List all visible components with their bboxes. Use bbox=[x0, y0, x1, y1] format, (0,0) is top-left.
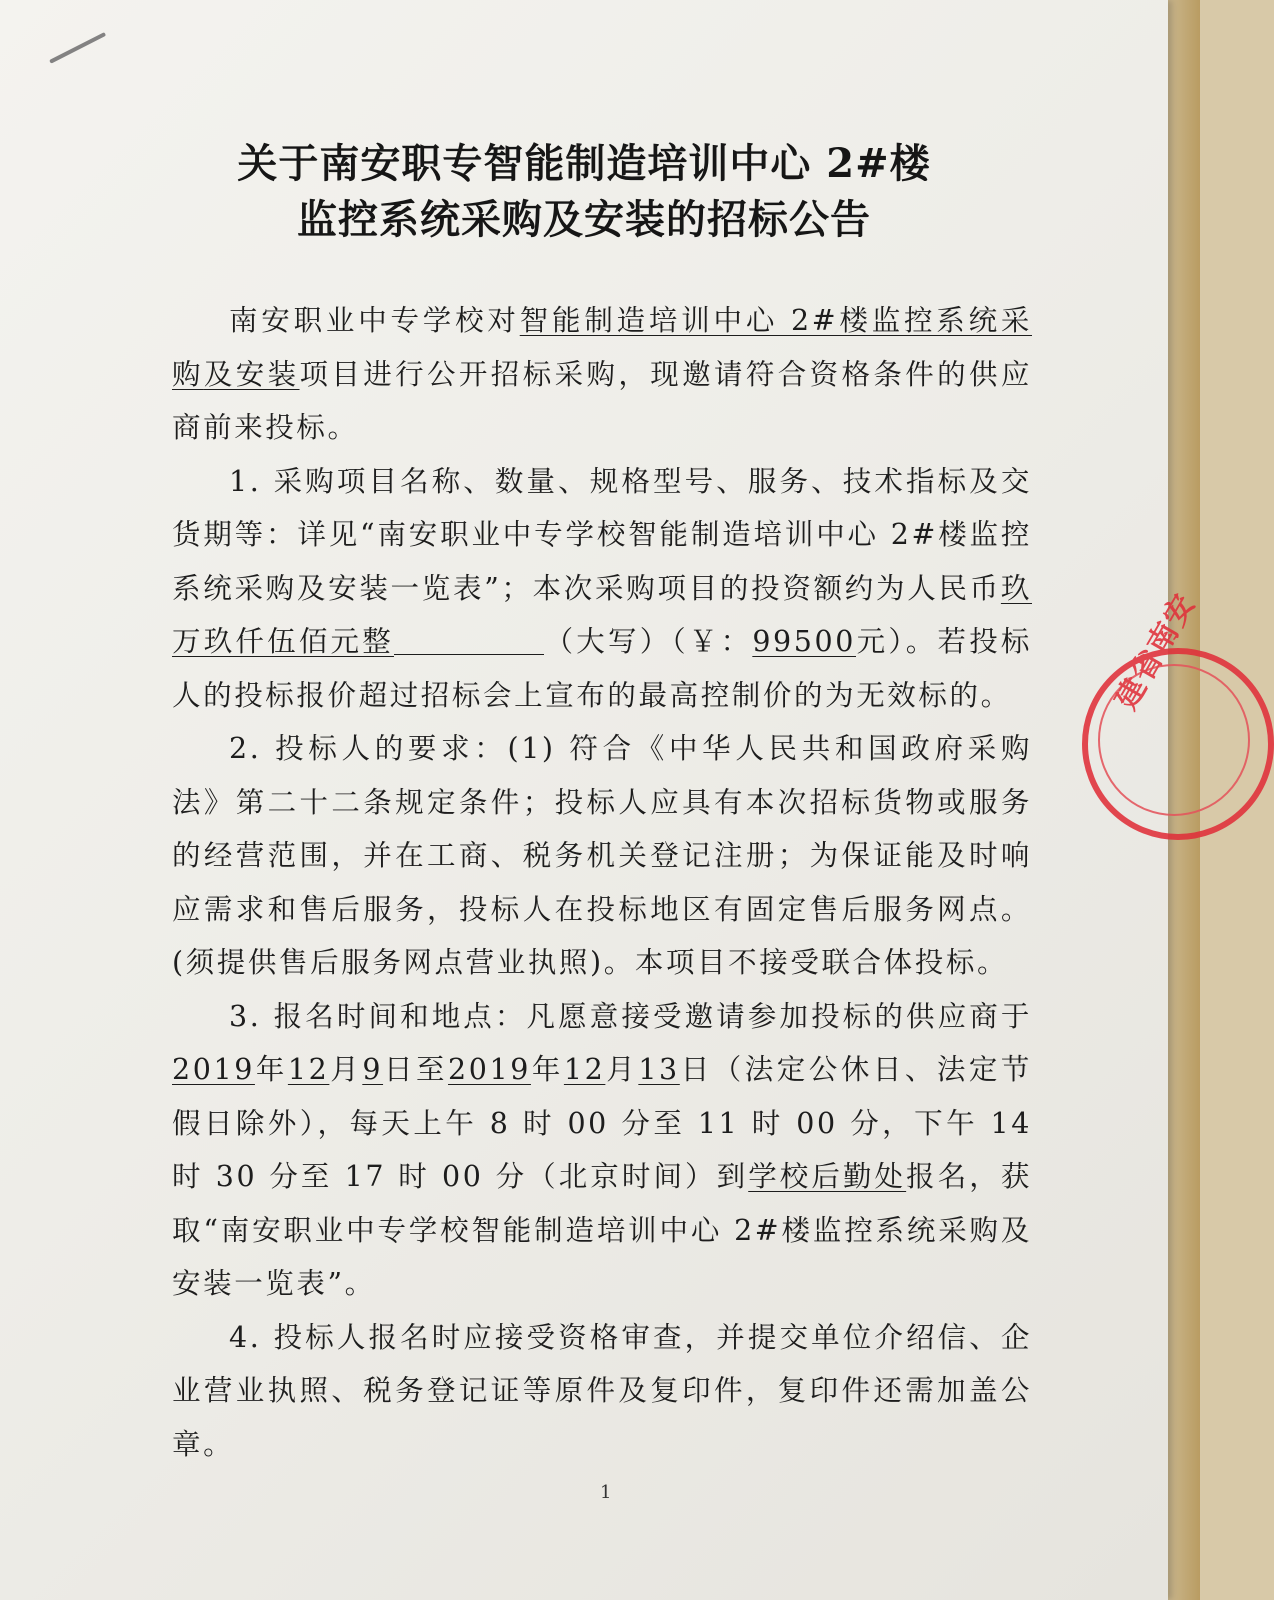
amount-in-numbers: 99500 bbox=[752, 625, 856, 658]
start-year: 2019 bbox=[172, 1053, 255, 1086]
amount-in-words: 玖万玖仟伍佰元整 bbox=[172, 571, 1032, 658]
registration-location: 学校后勤处 bbox=[748, 1160, 907, 1193]
project-name-part2: 及安装 bbox=[203, 357, 300, 391]
item-3-text-a: 3. 报名时间和地点：凡愿意接受邀请参加投标的供应商于 bbox=[229, 999, 1032, 1033]
day-label: 日 bbox=[679, 1053, 713, 1086]
project-name-part1: 智能制造培训中心 2#楼监控系统采购 bbox=[172, 304, 1032, 391]
item-2-paragraph: 2. 投标人的要求：(1) 符合《中华人民共和国政府采购法》第二十二条规定条件；投标人应具有本次招标货物或服务的经营范围，并在工商、税务机关登记注册；为保证能及时响应需求和售后服务，投标人在投标地区有固定售后服务网点。(须提供售后服务网点营业执照)。本项目不接受联合体投标。 bbox=[172, 732, 1032, 979]
month-label-2: 月 bbox=[605, 1053, 639, 1086]
day-to-label: 日至 bbox=[383, 1053, 449, 1086]
item-3-text-c: 报名，获取“南安职业中专学校智能制造培训中心 2#楼监控系统采购及安装一览表”。 bbox=[172, 1160, 1032, 1300]
item-3-paragraph bbox=[172, 990, 1032, 1311]
intro-text-a: 南安职业中专学校对 bbox=[229, 304, 520, 337]
year-label-2: 年 bbox=[530, 1053, 564, 1086]
start-month: 12 bbox=[287, 1053, 330, 1086]
end-day: 13 bbox=[638, 1053, 680, 1086]
item-3-text-b: （法定公休日、法定节假日除外），每天上午 8 时 00 分至 11 时 00 分，下午 14 时 30 分至 17 时 00 分（北京时间）到 bbox=[172, 1053, 1033, 1193]
intro-text-b: 项目进行公开招标采购，现邀请符合资格条件的供应商前来投标。 bbox=[172, 357, 1032, 444]
item-1-text-a: 1. 采购项目名称、数量、规格型号、服务、技术指标及交货期等：详见“南安职业中专学校智能制造培训中心 2#楼监控系统采购及安装一览表”；本次采购项目的投资额约为人民币 bbox=[172, 464, 1032, 605]
intro-paragraph bbox=[172, 294, 1032, 455]
item-4-paragraph: 4. 投标人报名时应接受资格审查，并提交单位介绍信、企业营业执照、税务登记证等原件及复印件，复印件还需加盖公章。 bbox=[172, 1320, 1032, 1461]
red-seal-stamp bbox=[1082, 587, 1274, 840]
end-month: 12 bbox=[563, 1053, 606, 1086]
item-1-paragraph bbox=[172, 455, 1032, 723]
item-1-text-b: （大写）（￥： bbox=[543, 625, 753, 658]
year-label: 年 bbox=[254, 1053, 288, 1086]
pencil-mark bbox=[49, 32, 106, 64]
page-number: 1 bbox=[600, 1482, 612, 1503]
seal-text: 建省南安 bbox=[1108, 587, 1204, 716]
month-label: 月 bbox=[329, 1053, 363, 1086]
item-1-text-c: 元）。若投标人的投标报价超过招标会上宣布的最高控制价的为无效标的。 bbox=[172, 625, 1033, 712]
end-year: 2019 bbox=[448, 1053, 531, 1086]
title-line-1: 关于南安职专智能制造培训中心 2#楼 bbox=[237, 140, 931, 187]
start-day: 9 bbox=[362, 1053, 384, 1086]
blank-line bbox=[394, 626, 544, 656]
title-line-2: 监控系统采购及安装的招标公告 bbox=[297, 196, 871, 243]
document-body bbox=[172, 294, 1032, 1471]
